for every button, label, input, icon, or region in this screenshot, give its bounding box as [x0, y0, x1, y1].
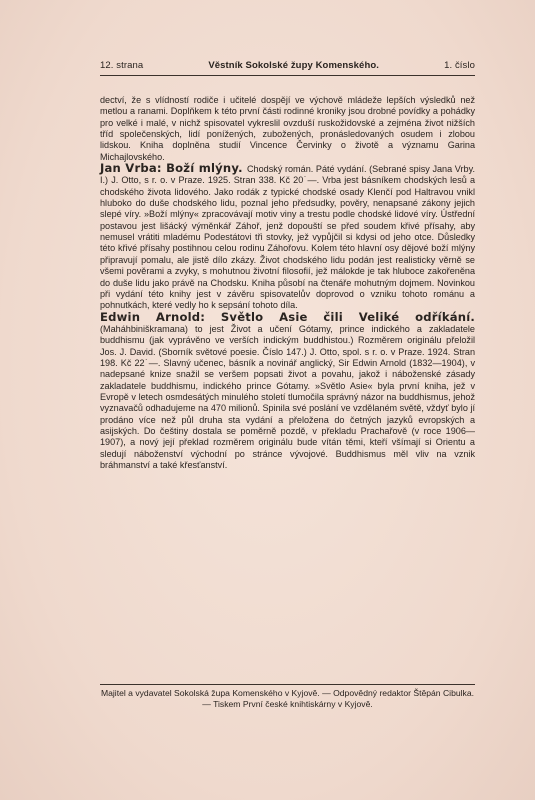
review-text: Chodský román. Páté vydání. (Sebrané spisy Jana Vrby. I.) J. Otto, s r. o. v Praze. 1925. Stran 338. Kč 20˙—. Vrba jest básníkem chodských lesů a chodského života lidového. Jako rodák z typické chodské osady Klenčí pod Haltravou vnikl hluboko do duše chodského lidu, poznal jeho předsudky, pověry, nenapsané zákony jejich slepé víry. »Boží mlýny« zpracovávají motiv viny a trestu podle chodské lidové víry. Ústřední postavou jest lišácký výměnkář Záhoř, jenž dopouští se před soudem křivé přísahy, aby nemusel vrátiti mladému Podestátovi tři stovky, jež vypůjčil si kdysi od jeho otce. Důsledky této křivé přísahy postihnou celou rodinu Záhořovu. Kolem této hlavní osy dějové boží mlýny připravují pomalu, ale jistě dílo zkázy. Život chodského lidu podán jest realisticky věrně se všemi pověrami a zvyky, s mohutnou životní filosofií, jež málokde je tak hluboce zakořeněna do duše lidu jako právě na Chodsku. Kniha působí na čtenáře mohutným dojmem. Novinkou při vydání této knihy jest v závěru spisovatelův doprovod o vzniku tohoto románu a pohnutkách, které vedly ho k sepsání tohoto díla. [100, 164, 475, 311]
issue-number: 1. číslo [444, 60, 475, 71]
running-header [100, 60, 475, 71]
header-rule [100, 75, 475, 76]
review-vrba [100, 163, 475, 311]
imprint: Majitel a vydavatel Sokolská župa Komenského v Kyjově. — Odpovědný redaktor Štěpán Cibulka. — Tiskem První české knihtiskárny v Kyjově. [100, 688, 475, 709]
review-arnold [100, 309, 475, 472]
footer-rule [100, 684, 475, 685]
intro-paragraph: dectví, že s vlídností rodiče i učitelé dospějí ve výchově mládeže lepších výsledků než metlou a ranami. Doplňkem k této první části rodinné kroniky jsou drobné povídky a pohádky pro velké i malé, v nichž spisovatel vykreslil ovzduší ruskožidovské a zejména život nižších tříd společenských, lidí ponížených, zubožených, pronásledovaných osudem i zlobou lidskou. Kniha doplněna studií Vincence Červinky o životě a významu Garina Michajlovského. [100, 95, 475, 162]
review-heading: Edwin Arnold: Světlo Asie čili Veliké odříkání. [100, 309, 475, 324]
review-heading: Jan Vrba: Boží mlýny. [100, 161, 247, 176]
review-text: (Maháhbiniškramana) to jest Život a učení Gótamy, prince indického a zakladatele buddhismu (jak vyprávěno ve verších indickým buddhistou.) Rozměrem originálu přeložil Jos. J. David. (Sborník světové poesie. Číslo 147.) J. Otto, spol. s r. o. v Praze. 1924. Stran 198. Kč 22˙—. Slavný učenec, básník a novinář anglický, Sir Edwin Arnold (1832—1904), v nadepsané knize snažil se veršem popsati život a povahu, jakož i náboženské zásady zakladatele buddhismu, indického prince Gótamy. »Světlo Asie« byla první kniha, jež v Evropě v letech osmdesátých minulého století tlumočila správný názor na buddhismus, jehož vyznavačů odhadujeme na 470 milionů. Spinila své poslání ve vzdělaném světě, vždyť bylo jí prodáno více než půl druha sta vydání a přeložena do četných jazyků evropských a asijských. Do češtiny dostala se poměrně pozdě, v překladu Prachařově (v roce 1906—1907), a nový její překlad rozměrem originálu bude vítán těmi, kteří všímají si Orientu a sledují náboženství východní po stránce vývojové. Buddhismus měl vliv na vznik bráhmanství a také křesťanství. [100, 323, 475, 470]
journal-title: Věstník Sokolské župy Komenského. [208, 60, 379, 71]
page-number: 12. strana [100, 60, 144, 71]
article-body [100, 95, 475, 471]
